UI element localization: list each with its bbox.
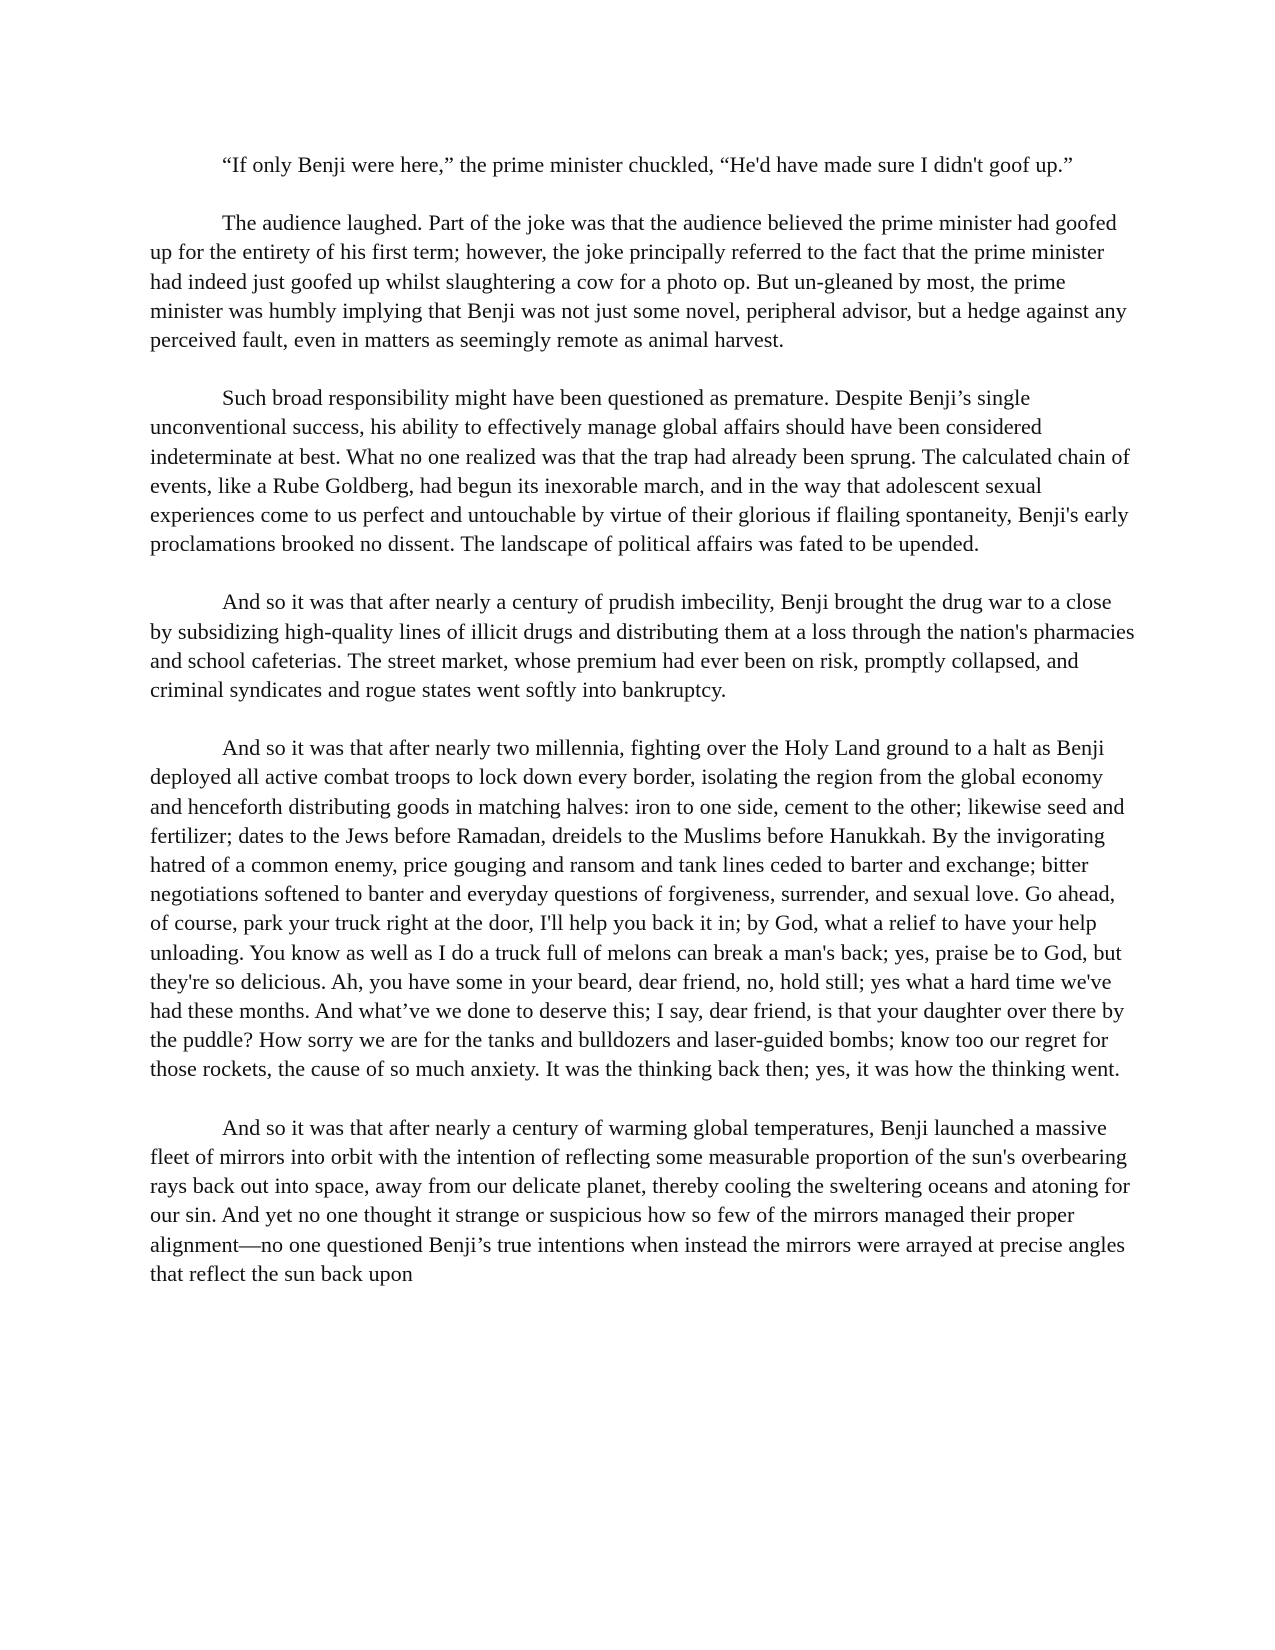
document-body [150,150,1135,1317]
paragraph-prime-minister-quote: “If only Benji were here,” the prime minister chuckled, “He'd have made sure I didn't goof up.” [222,152,1073,177]
paragraph-broad-responsibility: Such broad responsibility might have been questioned as premature. Despite Benji’s single unconventional success, his ability to effectively manage global affairs should have been considered indeterminate at best. What no one realized was that the trap had already been sprung. The calculated chain of events, like a Rube Goldberg, had begun its inexorable march, and in the way that adolescent sexual experiences come to us perfect and untouchable by virtue of their glorious if flailing spontaneity, Benji's early proclamations brooked no dissent. The landscape of political affairs was fated to be upended. [150,385,1130,557]
paragraph-holy-land: And so it was that after nearly two millennia, fighting over the Holy Land ground to a halt as Benji deployed all active combat troops to lock down every border, isolating the region from the global economy and henceforth distributing goods in matching halves: iron to one side, cement to the other; likewise seed and fertilizer; dates to the Jews before Ramadan, dreidels to the Muslims before Hanukkah. By the invigorating hatred of a common enemy, price gouging and ransom and tank lines ceded to barter and exchange; bitter negotiations softened to banter and everyday questions of forgiveness, surrender, and sexual love. Go ahead, of course, park your truck right at the door, I'll help you back it in; by God, what a relief to have your help unloading. You know as well as I do a truck full of melons can break a man's back; yes, praise be to God, but they're so delicious. Ah, you have some in your beard, dear friend, no, hold still; yes what a hard time we've had these months. And what’ve we done to deserve this; I say, dear friend, is that your daughter over there by the puddle? How sorry we are for the tanks and bulldozers and laser-guided bombs; know too our regret for those rockets, the cause of so much anxiety. It was the thinking back then; yes, it was how the thinking went. [150,735,1125,1082]
paragraph-audience-laughed: The audience laughed. Part of the joke was that the audience believed the prime minister had goofed up for the entirety of his first term; however, the joke principally referred to the fact that the prime minister had indeed just goofed up whilst slaughtering a cow for a photo op. But un-gleaned by most, the prime minister was humbly implying that Benji was not just some novel, peripheral advisor, but a hedge against any perceived fault, even in matters as seemingly remote as animal harvest. [150,210,1127,353]
paragraph-mirrors: And so it was that after nearly a century of warming global temperatures, Benji launched a massive fleet of mirrors into orbit with the intention of reflecting some measurable proportion of the sun's overbearing rays back out into space, away from our delicate planet, thereby cooling the sweltering oceans and atoning for our sin. And yet no one thought it strange or suspicious how so few of the mirrors managed their proper alignment—no one questioned Benji’s true intentions when instead the mirrors were arrayed at precise angles that reflect the sun back upon [150,1114,1130,1286]
paragraph-drug-war: And so it was that after nearly a century of prudish imbecility, Benji brought the drug war to a close by subsidizing high-quality lines of illicit drugs and distributing them at a loss through the nation's pharmacies and school cafeterias. The street market, whose premium had ever been on risk, promptly collapsed, and criminal syndicates and rogue states went softly into bankruptcy. [150,589,1135,703]
